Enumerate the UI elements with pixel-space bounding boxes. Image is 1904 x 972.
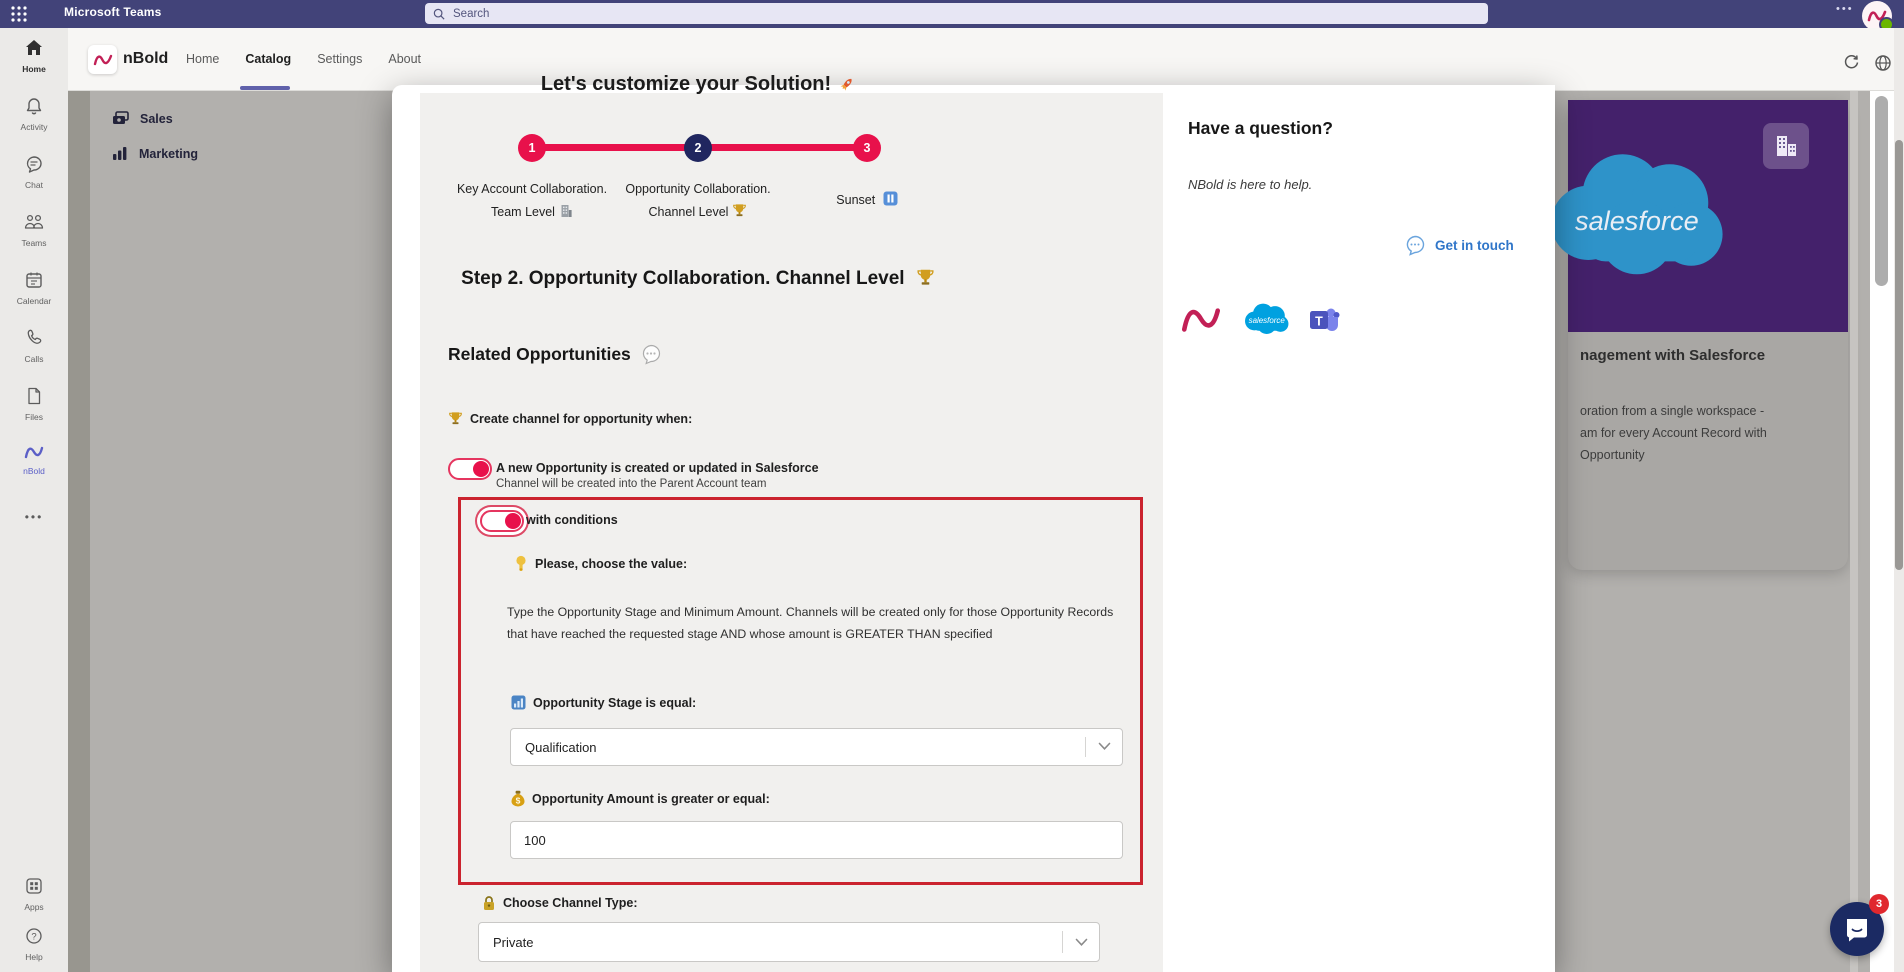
titlebar <box>0 0 1904 28</box>
rail-item-files[interactable]: Files <box>0 386 68 422</box>
nbold-rail-icon <box>23 444 45 460</box>
home-icon <box>24 38 44 58</box>
help-panel <box>1163 85 1555 972</box>
office-building-icon <box>559 204 573 218</box>
money-bag-icon <box>511 790 525 807</box>
rail-item-calendar[interactable]: Calendar <box>0 270 68 306</box>
salesforce-cloud-logo <box>1534 140 1734 290</box>
pause-icon <box>883 191 898 206</box>
toggle-knob <box>505 513 521 529</box>
trophy-icon <box>448 411 463 426</box>
help-icon <box>24 926 44 946</box>
search-box[interactable] <box>425 3 1488 24</box>
tab-catalog[interactable]: Catalog <box>245 52 292 66</box>
building-tile-icon <box>1763 123 1809 169</box>
opportunity-stage-label: Opportunity Stage is equal: <box>511 695 696 710</box>
dimmed-scrollbar <box>1850 91 1858 972</box>
app-title: nBold <box>123 50 169 67</box>
tab-settings[interactable]: Settings <box>317 52 363 66</box>
svg-text:salesforce: salesforce <box>1248 316 1285 326</box>
titlebar-more-button[interactable]: ••• <box>1836 3 1854 15</box>
rail-item-apps[interactable]: Apps <box>0 876 68 912</box>
help-panel-subtitle: NBold is here to help. <box>1188 177 1313 192</box>
bell-icon <box>24 96 44 116</box>
trigger-toggle-note: Channel will be created into the Parent Account team <box>496 478 767 490</box>
salesforce-logo-icon <box>1240 300 1292 338</box>
rail-item-nbold[interactable]: nBold <box>0 444 68 476</box>
sidebar-item-marketing[interactable]: Marketing <box>112 146 198 161</box>
chevron-down-icon <box>1098 742 1111 751</box>
apps-icon <box>24 876 44 896</box>
step-1-label: Key Account Collaboration. Team Level <box>456 182 608 219</box>
tab-home[interactable]: Home <box>186 52 220 66</box>
phone-icon <box>24 328 44 348</box>
trophy-icon <box>916 268 935 287</box>
trigger-toggle-label: A new Opportunity is created or updated in Salesforce <box>496 461 819 475</box>
modal-title: Let's customize your Solution! <box>398 73 998 96</box>
marketing-icon <box>112 146 128 161</box>
svg-text:T: T <box>1315 314 1323 329</box>
svg-text:?: ? <box>31 931 37 943</box>
sidebar-item-sales[interactable]: Sales <box>112 111 173 126</box>
window-scrollbar-thumb[interactable] <box>1895 140 1903 570</box>
rail-item-home[interactable]: Home <box>0 38 68 74</box>
chat-outline-icon <box>1404 234 1426 256</box>
active-tab-underline <box>240 86 290 90</box>
toggle-knob <box>473 461 489 477</box>
step-1-circle[interactable]: 1 <box>518 134 546 162</box>
refresh-icon[interactable] <box>1843 54 1860 71</box>
card-hero <box>1568 100 1848 332</box>
search-icon <box>433 8 445 20</box>
calendar-icon <box>24 270 44 290</box>
avatar[interactable] <box>1862 1 1892 31</box>
globe-icon[interactable] <box>1874 54 1892 72</box>
card-title-fragment: nagement with Salesforce <box>1580 347 1766 364</box>
select-divider <box>1085 737 1086 757</box>
microsoft-teams-logo-icon <box>1308 303 1340 335</box>
step-3-circle[interactable]: 3 <box>853 134 881 162</box>
teams-people-icon <box>23 212 45 232</box>
nbold-logo-icon <box>1178 302 1224 336</box>
opportunity-stage-select[interactable]: Qualification <box>510 728 1123 766</box>
trophy-icon <box>732 203 747 218</box>
customize-solution-modal <box>392 73 1555 972</box>
opportunity-amount-label: $ Opportunity Amount is greater or equal: <box>511 790 770 807</box>
step-heading: Step 2. Opportunity Collaboration. Channel Level <box>398 268 998 290</box>
opportunity-amount-input[interactable] <box>510 821 1123 859</box>
channel-type-select[interactable]: Private <box>478 922 1100 962</box>
step-2-circle[interactable]: 2 <box>684 134 712 162</box>
nbold-logo <box>88 45 117 74</box>
svg-text:$: $ <box>515 795 521 806</box>
section-title-related-opportunities: Related Opportunities <box>448 343 662 365</box>
rail-more-button[interactable]: ••• <box>24 510 44 524</box>
with-conditions-toggle[interactable] <box>480 510 524 532</box>
chat-launcher-bubble-icon <box>1844 917 1870 942</box>
app-rail <box>0 28 68 972</box>
step-3-label: Sunset <box>757 189 977 212</box>
step-2-label: Opportunity Collaboration. Channel Level <box>625 182 771 219</box>
overlay-scrollbar-thumb[interactable] <box>1875 96 1888 286</box>
rail-item-calls[interactable]: Calls <box>0 328 68 364</box>
comment-bubble-icon[interactable] <box>640 343 662 365</box>
card-description: oration from a single workspace - am for every Account Record with Opportunity <box>1580 404 1767 462</box>
window-title: Microsoft Teams <box>64 5 162 19</box>
catalog-card-salesforce[interactable] <box>1568 100 1848 570</box>
chevron-down-icon <box>1075 938 1088 947</box>
channel-type-label: Choose Channel Type: <box>482 895 638 911</box>
conditions-help-text: Type the Opportunity Stage and Minimum Amount. Channels will be created only for those Opportunity Records that have reached the requested stage AND whose amount is GREATER THAN specified <box>507 605 1114 641</box>
partner-logos <box>1178 300 1340 338</box>
bar-chart-icon <box>511 695 526 710</box>
chat-notification-badge: 3 <box>1869 894 1889 914</box>
rocket-icon <box>838 76 855 93</box>
nbold-logo-squiggle-icon <box>93 53 113 67</box>
file-icon <box>24 386 44 406</box>
with-conditions-label: with conditions <box>526 513 618 527</box>
choose-value-label: Please, choose the value: <box>514 555 687 572</box>
rail-item-teams[interactable]: Teams <box>0 212 68 248</box>
waffle-menu-icon[interactable] <box>10 5 28 23</box>
app-tabs <box>186 28 421 90</box>
select-divider <box>1062 931 1063 953</box>
create-channel-when-label: Create channel for opportunity when: <box>448 411 692 426</box>
rail-item-chat[interactable]: Chat <box>0 154 68 190</box>
chat-icon <box>24 154 44 174</box>
rail-item-activity[interactable]: Activity <box>0 96 68 132</box>
pointing-down-icon <box>514 555 528 572</box>
salesforce-trigger-toggle[interactable] <box>448 458 492 480</box>
lock-icon <box>482 895 496 911</box>
search-input[interactable] <box>451 7 1480 21</box>
get-in-touch-link[interactable]: Get in touch <box>1404 234 1514 256</box>
sales-icon <box>112 111 129 126</box>
backdrop-edge <box>68 91 90 972</box>
tab-about[interactable]: About <box>388 52 422 66</box>
rail-item-help[interactable]: ? Help <box>0 926 68 962</box>
help-panel-title: Have a question? <box>1188 118 1333 138</box>
svg-text:salesforce: salesforce <box>1575 205 1699 236</box>
